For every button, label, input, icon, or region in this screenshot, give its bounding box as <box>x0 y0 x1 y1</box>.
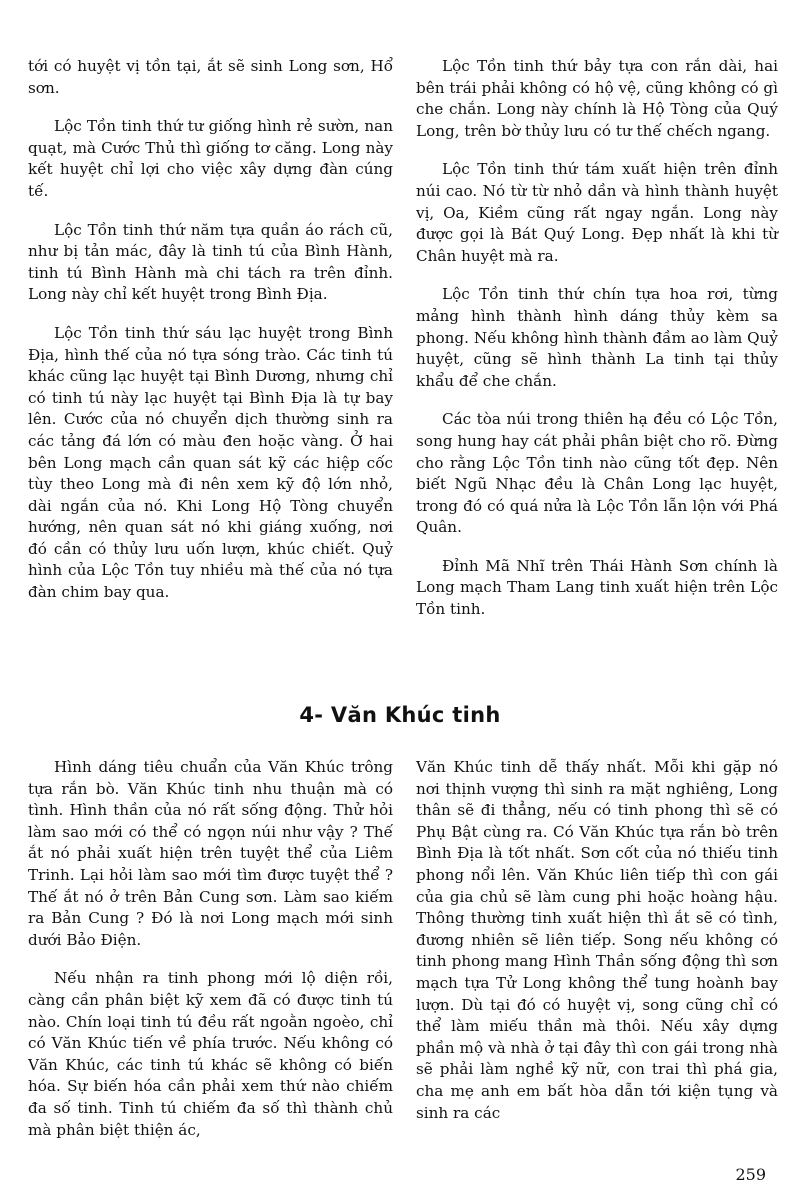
top-right-column <box>416 56 778 638</box>
paragraph: Lộc Tồn tinh thứ năm tựa quần áo rách cũ, như bị tản mác, đây là tinh tú của Bình Hành, tinh tú Bình Hành mà chi tách ra trên đỉnh. Long này chỉ kết huyệt trong Bình Địa. <box>28 220 393 304</box>
page-number: 259 <box>735 1165 766 1184</box>
paragraph: Đỉnh Mã Nhĩ trên Thái Hành Sơn chính là Long mạch Tham Lang tinh xuất hiện trên Lộc Tồn tinh. <box>416 556 778 619</box>
paragraph: Lộc Tồn tinh thứ sáu lạc huyệt trong Bình Địa, hình thế của nó tựa sóng trào. Các tinh tú khác cũng lạc huyệt tại Bình Dương, nhưng chỉ có tinh tú này lạc huyệt tại Bình Địa là tự bay lên. Cước của nó chuyển dịch thường sinh ra các tảng đá lớn có màu đen hoặc vàng. Ở hai bên Long mạch cần quan sát kỹ các hiệp cốc tùy theo Long mà đi nên xem kỹ độ lớn nhỏ, dài ngắn của nó. Khi Long Hộ Tòng chuyển hướng, nên quan sát nó khi giáng xuống, nơi đó cần có thủy lưu uốn lượn, khúc chiết. Quỷ hình của Lộc Tồn tuy nhiều mà thế của nó tựa đàn chim bay qua. <box>28 323 393 602</box>
paragraph: Lộc Tồn tinh thứ chín tựa hoa rơi, từng mảng hình thành hình dáng thủy kèm sa phong. Nếu không hình thành đầm ao làm Quỷ huyệt, cũng sẽ hình thành La tinh tại thủy khẩu để che chắn. <box>416 285 778 390</box>
paragraph: Các tòa núi trong thiên hạ đều có Lộc Tồn, song hung hay cát phải phân biệt cho rõ. Đừng cho rằng Lộc Tồn tinh nào cũng tốt đẹp. Nên biết Ngũ Nhạc đều là Chân Long lạc huyệt, trong đó có quá nửa là Lộc Tồn lẫn lộn với Phá Quân. <box>416 410 778 537</box>
section-heading: 4- Văn Khúc tinh <box>299 703 501 727</box>
paragraph: Lộc Tồn tinh thứ bảy tựa con rắn dài, hai bên trái phải không có hộ vệ, cũng không có gì che chắn. Long này chính là Hộ Tòng của Quý Long, trên bờ thủy lưu có tư thế chếch ngang. <box>416 57 778 140</box>
paragraph: Lộc Tồn tinh thứ tám xuất hiện trên đỉnh núi cao. Nó từ từ nhỏ dần và hình thành huyệt vị, Oa, Kiềm cũng rất ngay ngắn. Long này được gọi là Bát Quý Long. Đẹp nhất là khi từ Chân huyệt mà ra. <box>416 160 778 265</box>
paragraph: tới có huyệt vị tồn tại, ắt sẽ sinh Long sơn, Hổ sơn. <box>28 57 393 97</box>
bottom-left-column <box>28 757 393 1158</box>
paragraph: Hình dáng tiêu chuẩn của Văn Khúc trông tựa rắn bò. Văn Khúc tinh nhu thuận mà có tình. Hình thần của nó rất sống động. Thử hỏi làm sao mới có thể có ngọn núi như vậy ? Thế ắt nó phải xuất hiện trên tuyệt thể của Liêm Trinh. Lại hỏi làm sao mới tìm được tuyệt thể ? Thế ắt nó ở trên Bản Cung sơn. Làm sao kiếm ra Bản Cung ? Đó là nơi Long mạch mới sinh dưới Bảo Điện. <box>28 758 393 949</box>
paragraph: Văn Khúc tinh dễ thấy nhất. Mỗi khi gặp nó nơi thịnh vượng thì sinh ra mặt nghiêng, Long thân sẽ đi thẳng, nếu có tinh phong thì sẽ có Phụ Bật cùng ra. Có Văn Khúc tựa rắn bò trên Bình Địa là tốt nhất. Sơn cốt của nó thiếu tinh phong nổi lên. Văn Khúc liên tiếp thì con gái của gia chủ sẽ làm cung phi hoặc hoàng hậu. Thông thường tinh xuất hiện thì ắt sẽ có tình, đương nhiên sẽ liên tiếp. Song nếu không có tinh phong mang Hình Thần sống động thì sơn mạch tựa Tử Long không thể tung hoành bay lượn. Dù tại đó có huyệt vị, song cũng chỉ có thể làm miếu thần mà thôi. Nếu xây dựng phần mộ và nhà ở tại đây thì con gái trong nhà sẽ phải làm nghề kỹ nữ, con trai thì phá gia, cha mẹ anh em bất hòa dẫn tới kiện tụng và sinh ra các <box>416 758 778 1122</box>
top-left-column <box>28 56 393 621</box>
bottom-right-column <box>416 757 778 1141</box>
paragraph: Nếu nhận ra tinh phong mới lộ diện rồi, càng cần phân biệt kỹ xem đã có được tinh tú nào. Chín loại tinh tú đều rất ngoằn ngoèo, chỉ có Văn Khúc tiến về phía trước. Nếu không có Văn Khúc, các tinh tú khác sẽ không có biến hóa. Sự biến hóa cần phải xem thứ nào chiếm đa số tinh. Tinh tú chiếm đa số thì thành chủ mà phân biệt thiện ác, <box>28 969 393 1139</box>
paragraph: Lộc Tồn tinh thứ tư giống hình rẻ sườn, nan quạt, mà Cước Thủ thì giống tơ căng. Long này kết huyệt chỉ lợi cho việc xây dựng đàn cúng tế. <box>28 117 393 200</box>
